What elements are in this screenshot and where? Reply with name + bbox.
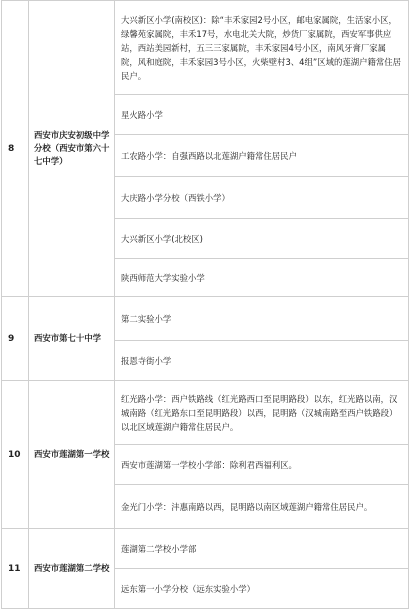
table-row <box>2 297 409 341</box>
table-row <box>2 529 409 569</box>
attendance-area: 报恩寺街小学 <box>115 341 409 381</box>
school-name: 西安市莲湖第一学校 <box>29 381 115 529</box>
row-number: 8 <box>2 1 29 297</box>
table-row <box>2 381 409 445</box>
attendance-area: 金光门小学：沣惠南路以西，昆明路以南区域莲湖户籍常住居民户。 <box>115 485 409 529</box>
attendance-area: 大兴新区小学(北校区) <box>115 219 409 259</box>
attendance-area: 陕西师范大学实验小学 <box>115 259 409 297</box>
row-number: 10 <box>2 381 29 529</box>
row-number: 11 <box>2 529 29 609</box>
school-name: 西安市第七十中学 <box>29 297 115 381</box>
attendance-area: 红光路小学：西户铁路线（红光路西口至昆明路段）以东，红光路以南，汉城南路（红光路东口至昆明路段）以西，昆明路（汉城南路至西户铁路段）以北区域莲湖户籍常住居民户。 <box>115 381 409 445</box>
attendance-area: 第二实验小学 <box>115 297 409 341</box>
school-name: 西安市庆安初级中学分校（西安市第六十七中学） <box>29 1 115 297</box>
attendance-area: 远东第一小学分校（远东实验小学） <box>115 569 409 609</box>
table-row <box>2 1 409 95</box>
attendance-area: 大庆路小学分校（西铁小学） <box>115 177 409 219</box>
row-number: 9 <box>2 297 29 381</box>
attendance-area: 工农路小学：自强西路以北莲湖户籍常住居民户 <box>115 135 409 177</box>
attendance-area: 莲湖第二学校小学部 <box>115 529 409 569</box>
attendance-area: 星火路小学 <box>115 95 409 135</box>
attendance-area: 大兴新区小学(南校区)：除“丰禾家园2号小区，邮电家属院，生活家小区，绿馨苑家属院，丰禾17号，水电北关大院，炒货厂家属院，西安军事供应站，西站美园新村，五三三家属院，丰禾家园4号小区，南风牙膏厂家属院，风和庭院，丰禾家园3号小区，火柴壁村3、4组”区域的莲湖户籍常住居民户。 <box>115 1 409 95</box>
enrollment-table <box>1 0 409 609</box>
school-name: 西安市莲湖第二学校 <box>29 529 115 609</box>
attendance-area: 西安市莲湖第一学校小学部：除利君西福利区。 <box>115 445 409 485</box>
